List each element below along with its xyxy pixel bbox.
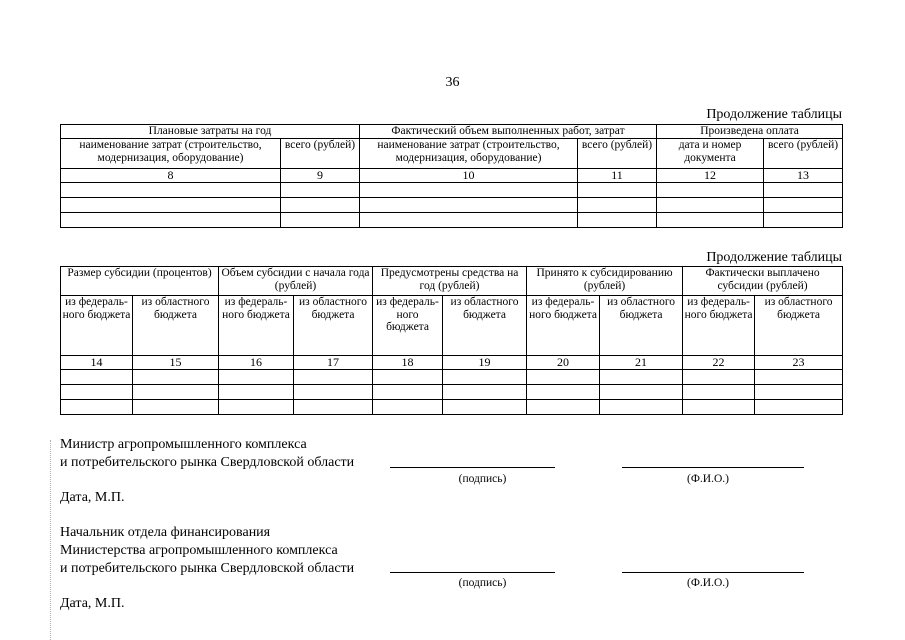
table2-col-number: 23 <box>755 356 843 370</box>
table-row <box>61 183 843 198</box>
table1-col-total: всего (рублей) <box>281 139 360 169</box>
table-row <box>61 385 843 400</box>
table2-group-accepted: Принято к субсидированию (рублей) <box>527 267 683 296</box>
page-number: 36 <box>445 75 460 90</box>
table1-group-actual: Фактический объем выполненных работ, затрат <box>360 125 657 139</box>
fio-caption: (Ф.И.О.) <box>687 473 729 485</box>
table2 <box>60 266 843 415</box>
table2-col-federal: из федераль- ного бюджета <box>373 296 443 356</box>
table1-col-number: 10 <box>360 169 578 183</box>
table1-col-cost-name: наименование затрат (строительство, модернизация, оборудование) <box>61 139 281 169</box>
signer1-title-line2: и потребительского рынка Свердловской области <box>60 455 355 470</box>
table1-col-number: 11 <box>578 169 657 183</box>
table1-col-total: всего (рублей) <box>764 139 843 169</box>
table1-col-number: 9 <box>281 169 360 183</box>
table1-col-number: 13 <box>764 169 843 183</box>
table2-col-regional: из областного бюджета <box>443 296 527 356</box>
signer1-title-line1: Министр агропромышленного комплекса <box>60 437 307 452</box>
signer1-title <box>60 436 400 472</box>
table2-col-regional: из областного бюджета <box>133 296 219 356</box>
date-stamp-label: Дата, М.П. <box>60 490 125 505</box>
table2-group-subsidy-percent: Размер субсидии (процентов) <box>61 267 219 296</box>
table2-continuation-label: Продолжение таблицы <box>706 250 842 265</box>
signature-line <box>390 572 555 573</box>
table-row <box>61 370 843 385</box>
signature-caption: (подпись) <box>458 473 507 485</box>
signer2-title-line1: Начальник отдела финансирования <box>60 525 271 540</box>
signature-caption: (подпись) <box>458 577 507 589</box>
table2-col-number: 16 <box>219 356 294 370</box>
table1-col-cost-name: наименование затрат (строительство, модернизация, оборудование) <box>360 139 578 169</box>
table2-col-regional: из областного бюджета <box>294 296 373 356</box>
fio-line <box>622 467 804 468</box>
table2-col-number: 19 <box>443 356 527 370</box>
table1-group-planned: Плановые затраты на год <box>61 125 360 139</box>
table-row <box>61 213 843 228</box>
table1-col-number: 12 <box>657 169 764 183</box>
signer2-title-line3: и потребительского рынка Свердловской области <box>60 561 355 576</box>
table1-continuation-label: Продолжение таблицы <box>706 107 842 122</box>
table1-col-total: всего (рублей) <box>578 139 657 169</box>
scan-gutter-line <box>50 440 51 640</box>
table2-col-number: 21 <box>600 356 683 370</box>
table-row <box>61 400 843 415</box>
table2-col-regional: из областного бюджета <box>755 296 843 356</box>
table2-group-paid-out: Фактически выплачено субсидии (рублей) <box>683 267 843 296</box>
table2-col-number: 20 <box>527 356 600 370</box>
table2-group-planned-funds: Предусмотрены средства на год (рублей) <box>373 267 527 296</box>
table1-col-number: 8 <box>61 169 281 183</box>
table2-col-number: 22 <box>683 356 755 370</box>
table1-col-doc-date: дата и номер документа <box>657 139 764 169</box>
table1-group-paid: Произведена оплата <box>657 125 843 139</box>
fio-caption: (Ф.И.О.) <box>687 577 729 589</box>
signature-line <box>390 467 555 468</box>
table2-col-federal: из федераль- ного бюджета <box>527 296 600 356</box>
table2-col-federal: из федераль- ного бюджета <box>219 296 294 356</box>
table2-col-federal: из федераль- ного бюджета <box>683 296 755 356</box>
table2-col-number: 14 <box>61 356 133 370</box>
signer2-title <box>60 524 400 578</box>
table2-group-subsidy-ytd: Объем субсидии с начала года (рублей) <box>219 267 373 296</box>
table1 <box>60 124 843 228</box>
date-stamp-label: Дата, М.П. <box>60 596 125 611</box>
table2-col-regional: из областного бюджета <box>600 296 683 356</box>
table2-col-number: 15 <box>133 356 219 370</box>
table2-col-federal: из федераль- ного бюджета <box>61 296 133 356</box>
table2-col-number: 18 <box>373 356 443 370</box>
table2-col-number: 17 <box>294 356 373 370</box>
signer2-title-line2: Министерства агропромышленного комплекса <box>60 543 338 558</box>
fio-line <box>622 572 804 573</box>
table-row <box>61 198 843 213</box>
